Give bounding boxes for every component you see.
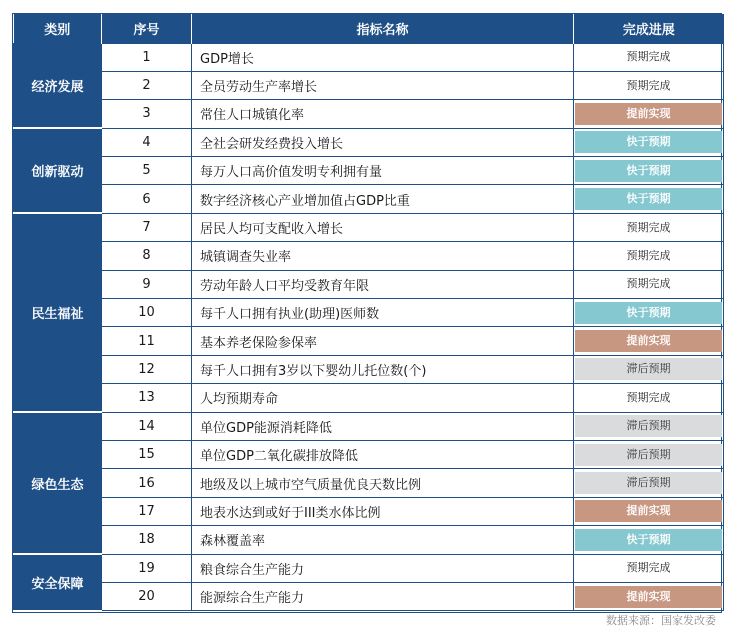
indicator-name: 每千人口拥有执业(助理)医师数 (192, 299, 574, 327)
table-row (14, 270, 724, 298)
progress-cell (574, 71, 724, 99)
progress-cell (574, 128, 724, 156)
row-number: 17 (102, 497, 192, 525)
row-number: 6 (102, 185, 192, 213)
table-row (14, 71, 724, 99)
progress-badge: 滞后预期 (575, 358, 722, 380)
progress-badge: 提前实现 (575, 330, 722, 352)
indicator-table-container (12, 13, 722, 613)
progress-cell (574, 327, 724, 355)
category-cell: 民生福祉 (14, 213, 102, 412)
indicator-name: 基本养老保险参保率 (192, 327, 574, 355)
progress-cell (574, 185, 724, 213)
row-number: 1 (102, 43, 192, 71)
row-number: 10 (102, 299, 192, 327)
row-number: 14 (102, 412, 192, 440)
category-cell: 安全保障 (14, 554, 102, 611)
table-row (14, 185, 724, 213)
indicator-name: 单位GDP二氧化碳排放降低 (192, 440, 574, 468)
table-row (14, 582, 724, 610)
progress-cell (574, 270, 724, 298)
row-number: 20 (102, 582, 192, 610)
indicator-name: 全社会研发经费投入增长 (192, 128, 574, 156)
table-row (14, 299, 724, 327)
progress-cell (574, 554, 724, 582)
table-row (14, 497, 724, 525)
header-number: 序号 (102, 14, 192, 43)
row-number: 7 (102, 213, 192, 241)
progress-badge: 预期完成 (626, 561, 671, 575)
table-row (14, 327, 724, 355)
progress-cell (574, 100, 724, 128)
progress-badge: 滞后预期 (575, 472, 722, 494)
row-number: 3 (102, 100, 192, 128)
indicator-name: 劳动年龄人口平均受教育年限 (192, 270, 574, 298)
progress-cell (574, 469, 724, 497)
progress-cell (574, 440, 724, 468)
category-cell: 经济发展 (14, 43, 102, 128)
indicator-name: GDP增长 (192, 43, 574, 71)
table-row (14, 469, 724, 497)
progress-badge: 预期完成 (626, 390, 671, 404)
row-number: 12 (102, 355, 192, 383)
progress-badge: 提前实现 (575, 586, 722, 608)
progress-cell (574, 43, 724, 71)
row-number: 8 (102, 242, 192, 270)
progress-badge: 快于预期 (575, 188, 722, 210)
progress-cell (574, 355, 724, 383)
table-header-row (14, 14, 724, 43)
table-row (14, 554, 724, 582)
progress-badge: 预期完成 (626, 277, 671, 291)
indicator-name: 单位GDP能源消耗降低 (192, 412, 574, 440)
progress-badge: 滞后预期 (575, 415, 722, 437)
progress-badge: 预期完成 (626, 78, 671, 92)
row-number: 15 (102, 440, 192, 468)
indicator-name: 常住人口城镇化率 (192, 100, 574, 128)
row-number: 11 (102, 327, 192, 355)
category-cell: 绿色生态 (14, 412, 102, 554)
table-row (14, 100, 724, 128)
header-category: 类别 (14, 14, 102, 43)
progress-badge: 预期完成 (626, 50, 671, 64)
row-number: 4 (102, 128, 192, 156)
row-number: 5 (102, 157, 192, 185)
progress-badge: 滞后预期 (575, 444, 722, 466)
indicator-name: 全员劳动生产率增长 (192, 71, 574, 99)
data-source-note: 数据来源：国家发改委 (606, 614, 716, 627)
indicator-name: 能源综合生产能力 (192, 582, 574, 610)
progress-badge: 快于预期 (575, 302, 722, 324)
table-row (14, 355, 724, 383)
header-indicator-name: 指标名称 (192, 14, 574, 43)
table-body (14, 43, 724, 611)
table-row (14, 412, 724, 440)
progress-cell (574, 526, 724, 554)
indicator-name: 地级及以上城市空气质量优良天数比例 (192, 469, 574, 497)
table-row (14, 157, 724, 185)
progress-cell (574, 242, 724, 270)
progress-badge: 快于预期 (575, 131, 722, 153)
indicator-name: 每千人口拥有3岁以下婴幼儿托位数(个) (192, 355, 574, 383)
progress-cell (574, 384, 724, 412)
progress-cell (574, 213, 724, 241)
indicator-name: 森林覆盖率 (192, 526, 574, 554)
indicator-name: 地表水达到或好于III类水体比例 (192, 497, 574, 525)
progress-cell (574, 582, 724, 610)
indicator-name: 粮食综合生产能力 (192, 554, 574, 582)
table-row (14, 43, 724, 71)
table-row (14, 384, 724, 412)
progress-badge: 提前实现 (575, 103, 722, 125)
progress-cell (574, 157, 724, 185)
table-row (14, 128, 724, 156)
category-cell: 创新驱动 (14, 128, 102, 213)
indicator-name: 数字经济核心产业增加值占GDP比重 (192, 185, 574, 213)
indicator-name: 每万人口高价值发明专利拥有量 (192, 157, 574, 185)
header-progress: 完成进展 (574, 14, 724, 43)
progress-badge: 预期完成 (626, 248, 671, 262)
table-row (14, 440, 724, 468)
table-row (14, 213, 724, 241)
table-row (14, 242, 724, 270)
row-number: 13 (102, 384, 192, 412)
progress-badge: 预期完成 (626, 220, 671, 234)
row-number: 18 (102, 526, 192, 554)
progress-badge: 提前实现 (575, 500, 722, 522)
progress-cell (574, 299, 724, 327)
indicator-table (13, 14, 724, 612)
table-row (14, 526, 724, 554)
row-number: 2 (102, 71, 192, 99)
indicator-name: 居民人均可支配收入增长 (192, 213, 574, 241)
progress-cell (574, 497, 724, 525)
indicator-name: 人均预期寿命 (192, 384, 574, 412)
progress-badge: 快于预期 (575, 160, 722, 182)
row-number: 9 (102, 270, 192, 298)
progress-badge: 快于预期 (575, 529, 722, 551)
row-number: 19 (102, 554, 192, 582)
progress-cell (574, 412, 724, 440)
indicator-name: 城镇调查失业率 (192, 242, 574, 270)
row-number: 16 (102, 469, 192, 497)
